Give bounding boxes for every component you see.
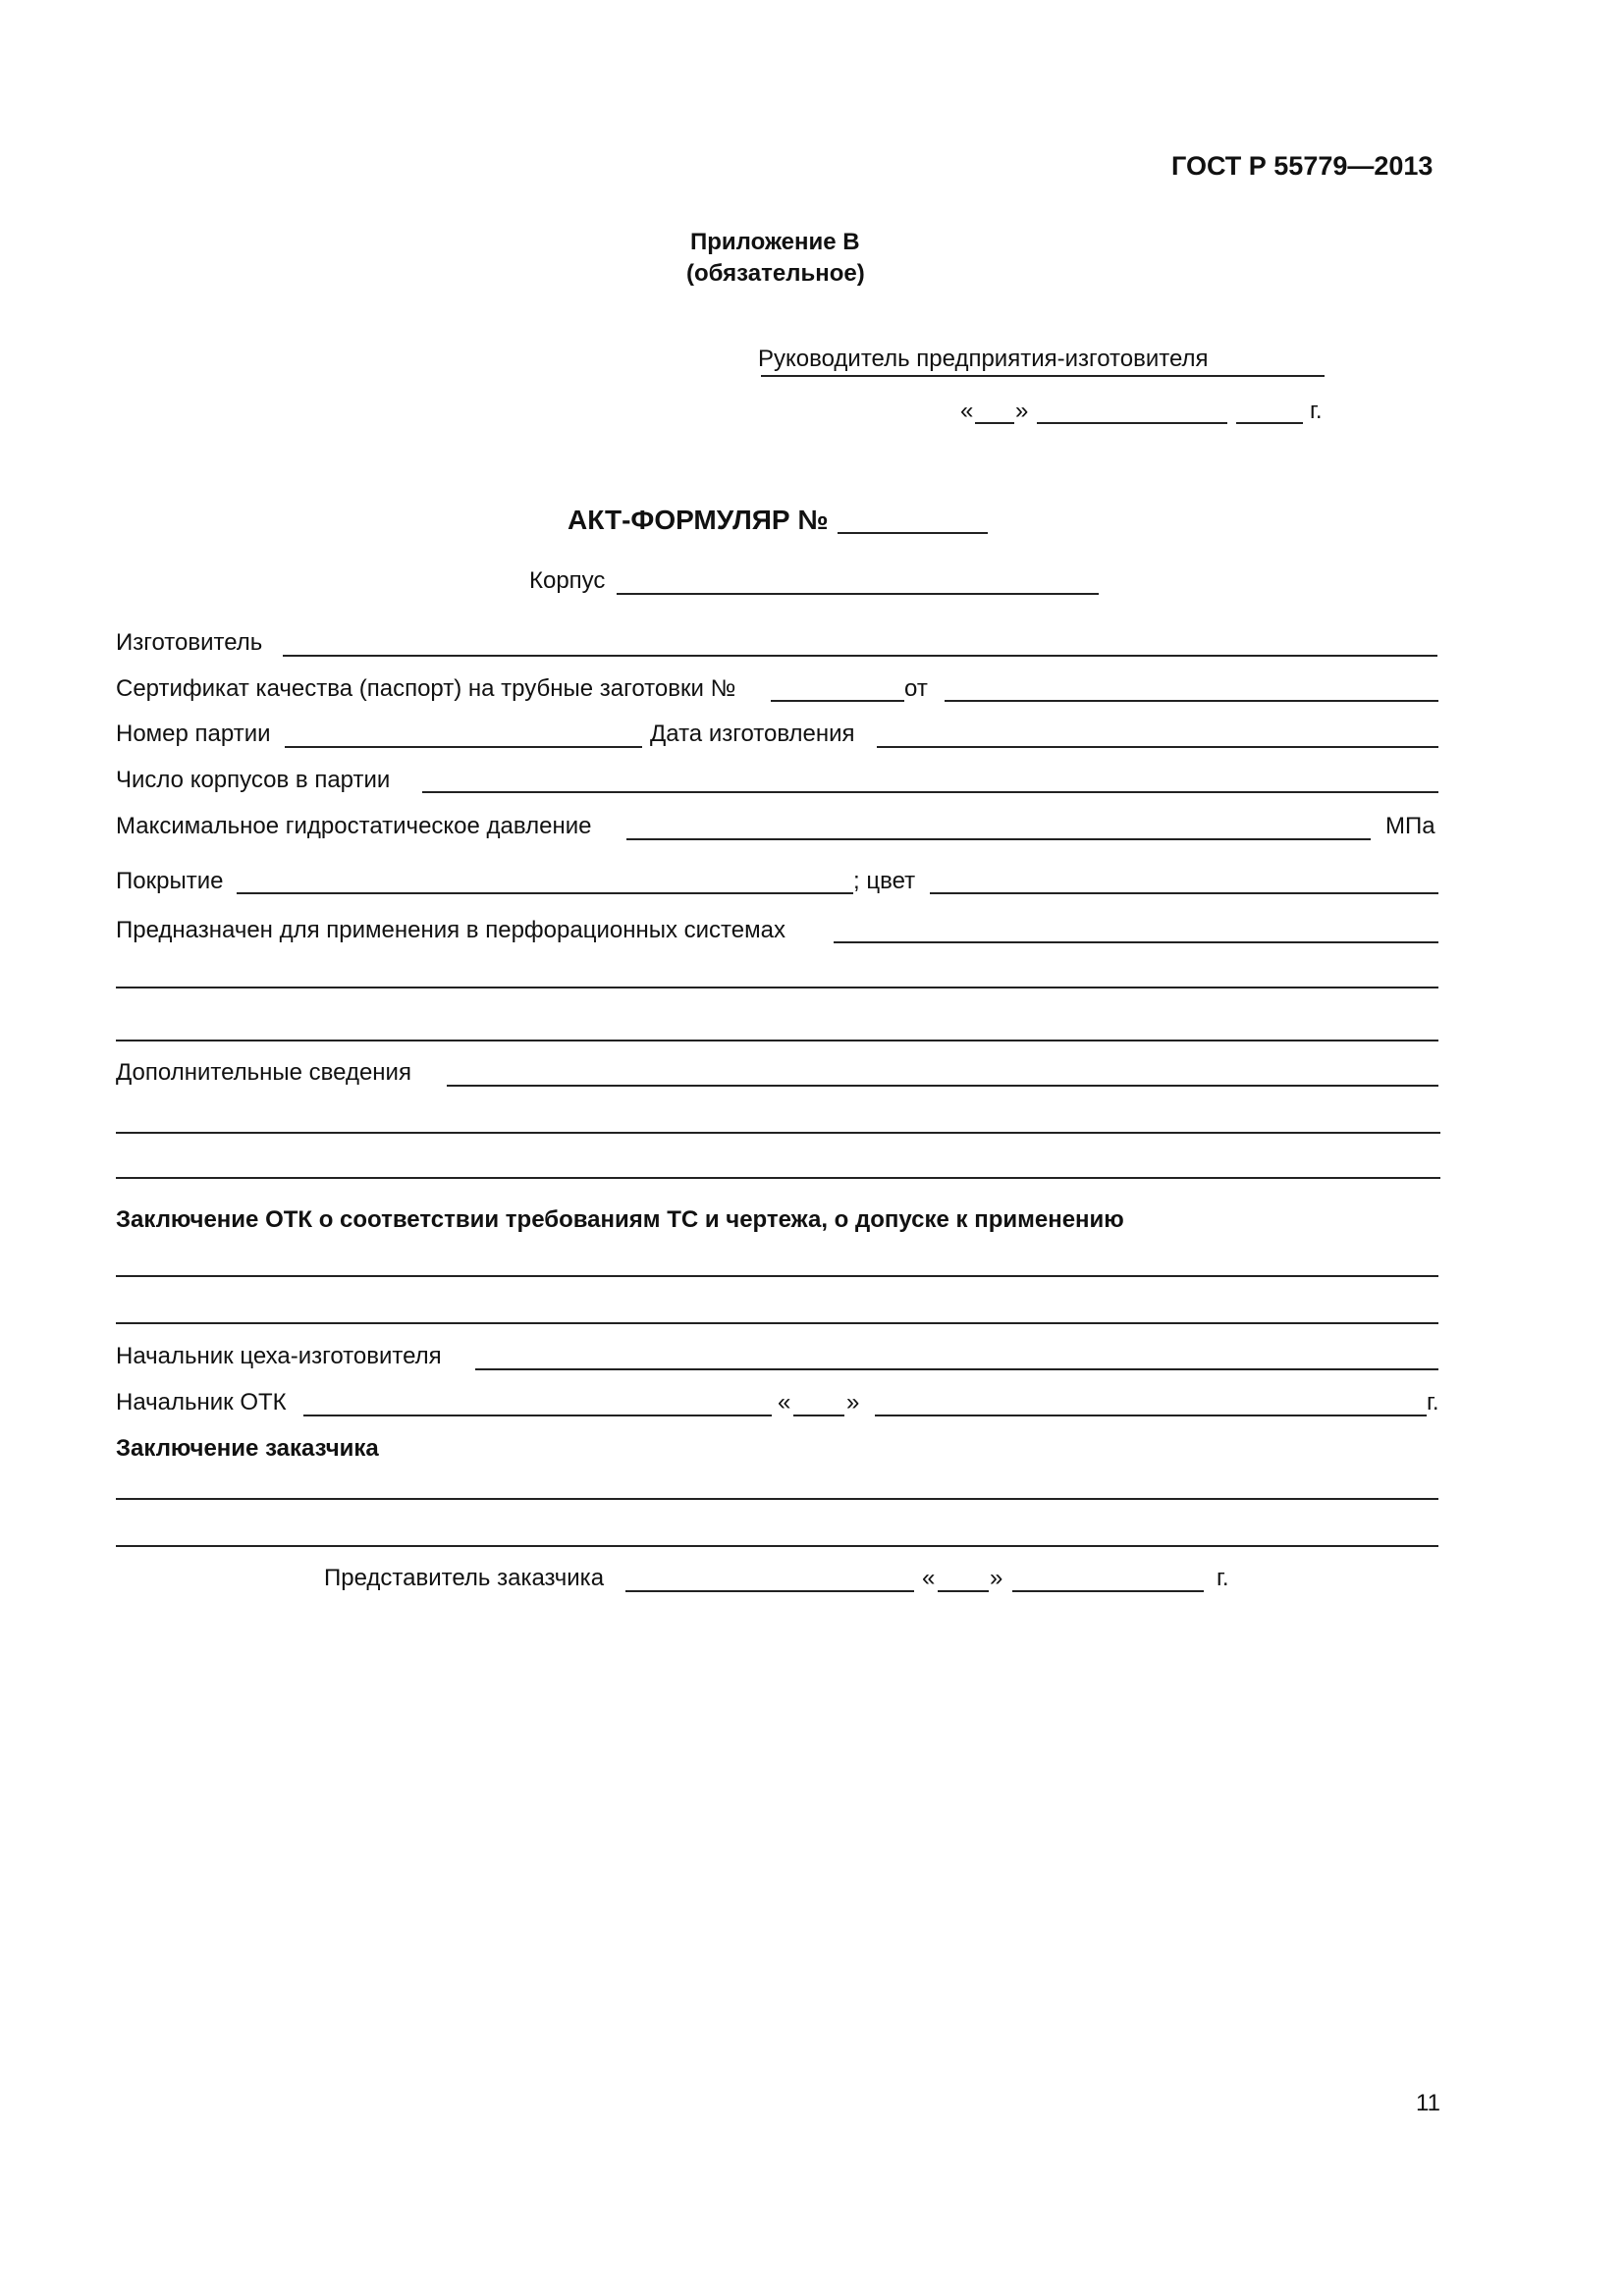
appendix-status: (обязательное) [686, 260, 865, 287]
coating-label: Покрытие [116, 868, 224, 894]
head-signature-line[interactable] [761, 375, 1325, 377]
customer-day-line[interactable] [938, 1590, 989, 1592]
customer-signature-line[interactable] [625, 1590, 914, 1592]
otk-date-open: « [778, 1389, 791, 1415]
approval-year-suffix: г. [1310, 398, 1323, 424]
certificate-label: Сертификат качества (паспорт) на трубные заготовки № [116, 675, 736, 702]
customer-conclusion-line-2[interactable] [116, 1545, 1438, 1547]
bodies-in-batch-label: Число корпусов в партии [116, 767, 391, 793]
manufacture-date-line[interactable] [877, 746, 1438, 748]
manufacture-date-label: Дата изготовления [650, 721, 855, 747]
pressure-unit: МПа [1385, 813, 1435, 839]
customer-conclusion-title: Заключение заказчика [116, 1435, 379, 1462]
otk-head-label: Начальник ОТК [116, 1389, 287, 1415]
approval-date-close: » [1015, 398, 1029, 424]
otk-year-suffix: г. [1427, 1389, 1439, 1415]
customer-date-line[interactable] [1012, 1590, 1204, 1592]
certificate-from-label: от [904, 675, 928, 702]
approval-day-line[interactable] [975, 422, 1014, 424]
approval-month-line[interactable] [1037, 422, 1227, 424]
otk-day-line[interactable] [793, 1415, 844, 1416]
otk-conclusion-line-2[interactable] [116, 1322, 1438, 1324]
additional-info-line-1[interactable] [447, 1085, 1438, 1087]
intended-use-line-2[interactable] [116, 987, 1438, 988]
appendix-title: Приложение В [690, 229, 860, 255]
customer-year-suffix: г. [1217, 1565, 1229, 1591]
body-label: Корпус [529, 567, 606, 594]
additional-info-line-2[interactable] [116, 1132, 1440, 1134]
batch-number-line[interactable] [285, 746, 642, 748]
otk-conclusion-line-1[interactable] [116, 1275, 1438, 1277]
additional-info-line-3[interactable] [116, 1177, 1440, 1179]
head-of-enterprise-label: Руководитель предприятия-изготовителя [758, 346, 1209, 372]
act-number-line[interactable] [838, 532, 988, 534]
manufacturer-label: Изготовитель [116, 629, 263, 656]
page-number: 11 [1416, 2090, 1440, 2116]
coating-line[interactable] [237, 892, 853, 894]
approval-date-open: « [960, 398, 974, 424]
max-pressure-label: Максимальное гидростатическое давление [116, 813, 592, 839]
customer-conclusion-line-1[interactable] [116, 1498, 1438, 1500]
otk-date-line[interactable] [875, 1415, 1427, 1416]
intended-use-line-1[interactable] [834, 941, 1438, 943]
body-line[interactable] [617, 593, 1099, 595]
otk-head-signature-line[interactable] [303, 1415, 772, 1416]
max-pressure-line[interactable] [626, 838, 1371, 840]
color-label: ; цвет [853, 868, 916, 894]
manufacturer-line[interactable] [283, 655, 1437, 657]
batch-number-label: Номер партии [116, 721, 271, 747]
color-line[interactable] [930, 892, 1438, 894]
bodies-in-batch-line[interactable] [422, 791, 1438, 793]
customer-representative-label: Представитель заказчика [324, 1565, 605, 1591]
intended-use-label: Предназначен для применения в перфорационных системах [116, 917, 785, 943]
shop-head-label: Начальник цеха-изготовителя [116, 1343, 442, 1369]
otk-conclusion-title: Заключение ОТК о соответствии требованиям ТС и чертежа, о допуске к применению [116, 1206, 1124, 1233]
certificate-date-line[interactable] [945, 700, 1438, 702]
additional-info-label: Дополнительные сведения [116, 1059, 411, 1086]
intended-use-line-3[interactable] [116, 1040, 1438, 1041]
customer-date-close: » [990, 1565, 1003, 1591]
act-title: АКТ-ФОРМУЛЯР № [568, 505, 829, 535]
standard-designation: ГОСТ Р 55779—2013 [1171, 151, 1434, 181]
otk-date-close: » [846, 1389, 860, 1415]
approval-year-line[interactable] [1236, 422, 1303, 424]
customer-date-open: « [922, 1565, 936, 1591]
certificate-number-line[interactable] [771, 700, 904, 702]
shop-head-line[interactable] [475, 1368, 1438, 1370]
